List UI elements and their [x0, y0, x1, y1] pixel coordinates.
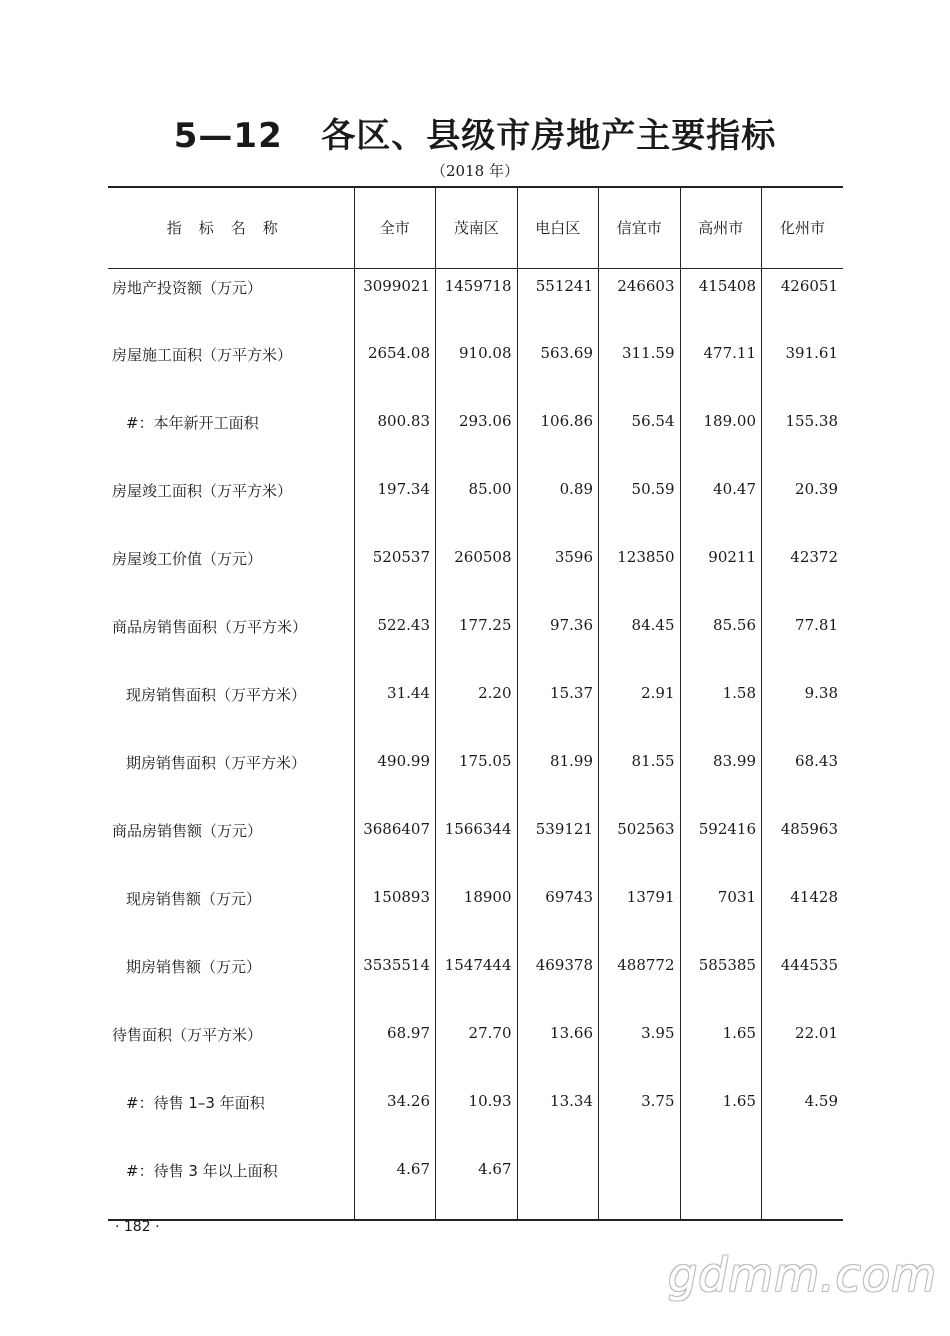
- row-label: 房屋施工面积（万平方米）: [112, 346, 293, 364]
- table-row: [108, 676, 843, 744]
- cell-value: 1566344: [436, 812, 518, 880]
- cell-value: 10.93: [436, 1084, 518, 1152]
- table-row: [108, 880, 843, 948]
- cell-value: 1.65: [680, 1084, 762, 1152]
- row-label: 现房销售面积（万平方米）: [126, 686, 307, 704]
- row-label: #：待售 1–3 年面积: [126, 1094, 265, 1112]
- row-label: 房屋竣工价值（万元）: [112, 550, 263, 568]
- page-number: · 182 ·: [115, 1219, 160, 1235]
- cell-value: 68.97: [354, 1016, 436, 1084]
- cell-value: 7031: [680, 880, 762, 948]
- cell-value: 83.99: [680, 744, 762, 812]
- cell-value: [680, 1152, 762, 1220]
- cell-value: 97.36: [517, 608, 599, 676]
- table-row: [108, 608, 843, 676]
- cell-value: 246603: [599, 268, 681, 336]
- cell-value: 3099021: [354, 268, 436, 336]
- header-col-xinyi: 信宜市: [599, 187, 681, 268]
- indicator-table-container: [108, 186, 843, 1221]
- table-row: [108, 472, 843, 540]
- cell-value: 15.37: [517, 676, 599, 744]
- cell-value: [517, 1152, 599, 1220]
- cell-value: 150893: [354, 880, 436, 948]
- cell-value: 2654.08: [354, 336, 436, 404]
- cell-value: 1.58: [680, 676, 762, 744]
- row-label: 房地产投资额（万元）: [112, 278, 263, 297]
- cell-value: 31.44: [354, 676, 436, 744]
- cell-value: 1547444: [436, 948, 518, 1016]
- row-label: #：待售 3 年以上面积: [108, 1152, 354, 1220]
- table-row: [108, 812, 843, 880]
- watermark-logo: gdmm.com: [668, 1248, 937, 1302]
- cell-value: 3535514: [354, 948, 436, 1016]
- cell-value: 0.89: [517, 472, 599, 540]
- cell-value: 18900: [436, 880, 518, 948]
- cell-value: [599, 1152, 681, 1220]
- table-header-row: [108, 187, 843, 268]
- row-label: 期房销售面积（万平方米）: [126, 754, 307, 772]
- cell-value: 175.05: [436, 744, 518, 812]
- header-col-gaozhou: 高州市: [680, 187, 762, 268]
- cell-value: 42372: [762, 540, 844, 608]
- cell-value: 106.86: [517, 404, 599, 472]
- cell-value: 539121: [517, 812, 599, 880]
- cell-value: 4.67: [436, 1152, 518, 1220]
- page-title: 5—12 各区、县级市房地产主要指标: [173, 116, 777, 156]
- cell-value: 155.38: [762, 404, 844, 472]
- cell-value: 4.67: [354, 1152, 436, 1220]
- table-row: [108, 1016, 843, 1084]
- cell-value: 485963: [762, 812, 844, 880]
- indicator-table: [108, 186, 843, 1221]
- row-label: 商品房销售面积（万平方米）: [112, 618, 308, 636]
- cell-value: 415408: [680, 268, 762, 336]
- cell-value: 197.34: [354, 472, 436, 540]
- cell-value: 488772: [599, 948, 681, 1016]
- header-col-city: 全市: [354, 187, 436, 268]
- year-subtitle: （2018 年）: [431, 162, 519, 180]
- cell-value: 13791: [599, 880, 681, 948]
- row-label: #：本年新开工面积: [126, 414, 259, 432]
- cell-value: [762, 1152, 844, 1220]
- cell-value: 477.11: [680, 336, 762, 404]
- cell-value: 592416: [680, 812, 762, 880]
- cell-value: 4.59: [762, 1084, 844, 1152]
- cell-value: 1.65: [680, 1016, 762, 1084]
- row-label: 期房销售额（万元）: [126, 958, 262, 976]
- cell-value: 391.61: [762, 336, 844, 404]
- cell-value: 68.43: [762, 744, 844, 812]
- cell-value: 20.39: [762, 472, 844, 540]
- cell-value: 85.56: [680, 608, 762, 676]
- cell-value: 3.75: [599, 1084, 681, 1152]
- cell-value: 84.45: [599, 608, 681, 676]
- row-label: 现房销售额（万元）: [126, 890, 262, 908]
- cell-value: 260508: [436, 540, 518, 608]
- table-row: [108, 1084, 843, 1152]
- cell-value: 563.69: [517, 336, 599, 404]
- cell-value: 2.20: [436, 676, 518, 744]
- row-label: 商品房销售额（万元）: [112, 822, 263, 840]
- cell-value: 85.00: [436, 472, 518, 540]
- cell-value: 3686407: [354, 812, 436, 880]
- cell-value: 585385: [680, 948, 762, 1016]
- header-col-dianbai: 电白区: [517, 187, 599, 268]
- cell-value: 522.43: [354, 608, 436, 676]
- cell-value: 177.25: [436, 608, 518, 676]
- cell-value: 9.38: [762, 676, 844, 744]
- table-row: [108, 948, 843, 1016]
- table-row: [108, 268, 843, 336]
- cell-value: 426051: [762, 268, 844, 336]
- cell-value: 502563: [599, 812, 681, 880]
- cell-value: 2.91: [599, 676, 681, 744]
- cell-value: 13.34: [517, 1084, 599, 1152]
- cell-value: 40.47: [680, 472, 762, 540]
- cell-value: 13.66: [517, 1016, 599, 1084]
- header-col-maonan: 茂南区: [436, 187, 518, 268]
- cell-value: 41428: [762, 880, 844, 948]
- row-label: 房屋竣工面积（万平方米）: [112, 482, 293, 500]
- cell-value: 551241: [517, 268, 599, 336]
- table-row: [108, 540, 843, 608]
- cell-value: 311.59: [599, 336, 681, 404]
- cell-value: 50.59: [599, 472, 681, 540]
- cell-value: 81.99: [517, 744, 599, 812]
- header-indicator-name: 指标名称: [108, 187, 354, 268]
- cell-value: 444535: [762, 948, 844, 1016]
- cell-value: 3.95: [599, 1016, 681, 1084]
- cell-value: 800.83: [354, 404, 436, 472]
- cell-value: 34.26: [354, 1084, 436, 1152]
- cell-value: 293.06: [436, 404, 518, 472]
- table-row: [108, 1152, 843, 1220]
- table-row: [108, 744, 843, 812]
- cell-value: 520537: [354, 540, 436, 608]
- cell-value: 56.54: [599, 404, 681, 472]
- cell-value: 90211: [680, 540, 762, 608]
- cell-value: 27.70: [436, 1016, 518, 1084]
- header-col-huazhou: 化州市: [762, 187, 844, 268]
- table-row: [108, 336, 843, 404]
- cell-value: 490.99: [354, 744, 436, 812]
- cell-value: 69743: [517, 880, 599, 948]
- cell-value: 3596: [517, 540, 599, 608]
- table-row: [108, 404, 843, 472]
- cell-value: 77.81: [762, 608, 844, 676]
- cell-value: 22.01: [762, 1016, 844, 1084]
- cell-value: 123850: [599, 540, 681, 608]
- cell-value: 189.00: [680, 404, 762, 472]
- cell-value: 81.55: [599, 744, 681, 812]
- cell-value: 469378: [517, 948, 599, 1016]
- cell-value: 1459718: [436, 268, 518, 336]
- row-label: 待售面积（万平方米）: [112, 1026, 263, 1044]
- cell-value: 910.08: [436, 336, 518, 404]
